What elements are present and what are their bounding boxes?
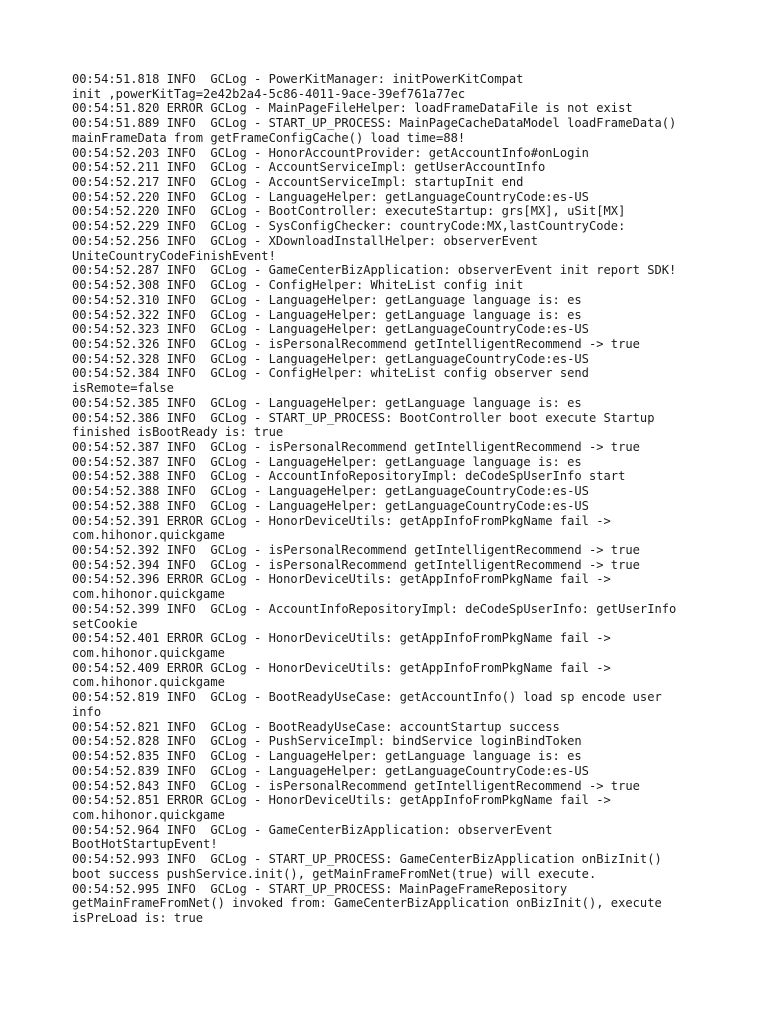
log-line: 00:54:52.220 INFO GCLog - BootController: executeStartup: grs[MX], uSit[MX] — [72, 204, 626, 219]
log-line: 00:54:52.851 ERROR GCLog - HonorDeviceUtils: getAppInfoFromPkgName fail -> — [72, 793, 611, 808]
log-line: finished isBootReady is: true — [72, 425, 284, 440]
log-line: 00:54:52.387 INFO GCLog - isPersonalRecommend getIntelligentRecommend -> true — [72, 439, 640, 454]
log-line: setCookie — [72, 616, 138, 631]
log-line: 00:54:52.388 INFO GCLog - AccountInfoRepositoryImpl: deCodeSpUserInfo start — [72, 469, 626, 484]
log-line: isRemote=false — [72, 381, 174, 396]
log-line: 00:54:52.828 INFO GCLog - PushServiceImpl: bindService loginBindToken — [72, 734, 582, 749]
log-line: 00:54:52.203 INFO GCLog - HonorAccountProvider: getAccountInfo#onLogin — [72, 145, 589, 160]
log-line: 00:54:52.385 INFO GCLog - LanguageHelper: getLanguage language is: es — [72, 395, 582, 410]
log-line: com.hihonor.quickgame — [72, 528, 225, 543]
log-line: 00:54:52.839 INFO GCLog - LanguageHelper: getLanguageCountryCode:es-US — [72, 763, 589, 778]
log-line: mainFrameData from getFrameConfigCache() load time=88! — [72, 130, 466, 145]
log-line: 00:54:52.386 INFO GCLog - START_UP_PROCESS: BootController boot execute Startup — [72, 410, 655, 425]
log-line: 00:54:52.229 INFO GCLog - SysConfigChecker: countryCode:MX,lastCountryCode: — [72, 219, 626, 234]
log-line: getMainFrameFromNet() invoked from: GameCenterBizApplication onBizInit(), execute — [72, 896, 662, 911]
log-line: 00:54:52.843 INFO GCLog - isPersonalRecommend getIntelligentRecommend -> true — [72, 778, 640, 793]
log-line: com.hihonor.quickgame — [72, 807, 225, 822]
log-line: UniteCountryCodeFinishEvent! — [72, 248, 276, 263]
log-line: 00:54:52.308 INFO GCLog - ConfigHelper: WhiteList config init — [72, 278, 524, 293]
log-line: 00:54:52.310 INFO GCLog - LanguageHelper: getLanguage language is: es — [72, 292, 582, 307]
log-line: 00:54:52.388 INFO GCLog - LanguageHelper: getLanguageCountryCode:es-US — [72, 484, 589, 499]
log-line: 00:54:52.326 INFO GCLog - isPersonalRecommend getIntelligentRecommend -> true — [72, 336, 640, 351]
log-line: 00:54:52.256 INFO GCLog - XDownloadInstallHelper: observerEvent — [72, 233, 538, 248]
log-line: 00:54:52.964 INFO GCLog - GameCenterBizApplication: observerEvent — [72, 822, 553, 837]
log-line: 00:54:52.399 INFO GCLog - AccountInfoRepositoryImpl: deCodeSpUserInfo: getUserInfo — [72, 601, 677, 616]
log-line: BootHotStartupEvent! — [72, 837, 218, 852]
log-line: info — [72, 704, 102, 719]
log-line: 00:54:52.220 INFO GCLog - LanguageHelper: getLanguageCountryCode:es-US — [72, 189, 589, 204]
log-line: com.hihonor.quickgame — [72, 587, 225, 602]
log-line: 00:54:52.217 INFO GCLog - AccountServiceImpl: startupInit end — [72, 175, 524, 190]
log-line: 00:54:52.995 INFO GCLog - START_UP_PROCESS: MainPageFrameRepository — [72, 881, 568, 896]
log-line: init ,powerKitTag=2e42b2a4-5c86-4011-9ace-39ef761a77ec — [72, 86, 466, 101]
log-line: 00:54:52.821 INFO GCLog - BootReadyUseCase: accountStartup success — [72, 719, 560, 734]
log-line: 00:54:52.409 ERROR GCLog - HonorDeviceUtils: getAppInfoFromPkgName fail -> — [72, 660, 611, 675]
log-line: 00:54:52.287 INFO GCLog - GameCenterBizApplication: observerEvent init report SDK! — [72, 263, 677, 278]
log-line: 00:54:52.391 ERROR GCLog - HonorDeviceUtils: getAppInfoFromPkgName fail -> — [72, 513, 611, 528]
log-line: 00:54:51.889 INFO GCLog - START_UP_PROCESS: MainPageCacheDataModel loadFrameData() — [72, 116, 677, 131]
log-line: 00:54:52.211 INFO GCLog - AccountServiceImpl: getUserAccountInfo — [72, 160, 546, 175]
log-line: 00:54:52.392 INFO GCLog - isPersonalRecommend getIntelligentRecommend -> true — [72, 543, 640, 557]
log-line: 00:54:52.322 INFO GCLog - LanguageHelper: getLanguage language is: es — [72, 307, 582, 322]
log-line: com.hihonor.quickgame — [72, 646, 225, 661]
log-text-body — [72, 72, 722, 926]
log-line: 00:54:52.328 INFO GCLog - LanguageHelper: getLanguageCountryCode:es-US — [72, 351, 589, 366]
log-line: 00:54:52.394 INFO GCLog - isPersonalRecommend getIntelligentRecommend -> true — [72, 557, 640, 572]
log-line: 00:54:52.323 INFO GCLog - LanguageHelper: getLanguageCountryCode:es-US — [72, 322, 589, 337]
log-line: 00:54:52.388 INFO GCLog - LanguageHelper: getLanguageCountryCode:es-US — [72, 498, 589, 513]
log-line: isPreLoad is: true — [72, 910, 204, 925]
log-line: 00:54:51.818 INFO GCLog - PowerKitManager: initPowerKitCompat — [72, 72, 524, 86]
log-line: com.hihonor.quickgame — [72, 675, 225, 690]
log-line: 00:54:52.387 INFO GCLog - LanguageHelper: getLanguage language is: es — [72, 454, 582, 469]
log-line: 00:54:52.401 ERROR GCLog - HonorDeviceUtils: getAppInfoFromPkgName fail -> — [72, 631, 611, 646]
log-line: boot success pushService.init(), getMainFrameFromNet(true) will execute. — [72, 866, 597, 881]
log-line: 00:54:52.835 INFO GCLog - LanguageHelper: getLanguage language is: es — [72, 749, 582, 764]
log-line: 00:54:52.993 INFO GCLog - START_UP_PROCESS: GameCenterBizApplication onBizInit() — [72, 852, 662, 867]
log-line: 00:54:51.820 ERROR GCLog - MainPageFileHelper: loadFrameDataFile is not exist — [72, 101, 633, 116]
log-line: 00:54:52.384 INFO GCLog - ConfigHelper: whiteList config observer send — [72, 366, 589, 381]
log-line: 00:54:52.396 ERROR GCLog - HonorDeviceUtils: getAppInfoFromPkgName fail -> — [72, 572, 611, 587]
log-line: 00:54:52.819 INFO GCLog - BootReadyUseCase: getAccountInfo() load sp encode user — [72, 690, 662, 705]
